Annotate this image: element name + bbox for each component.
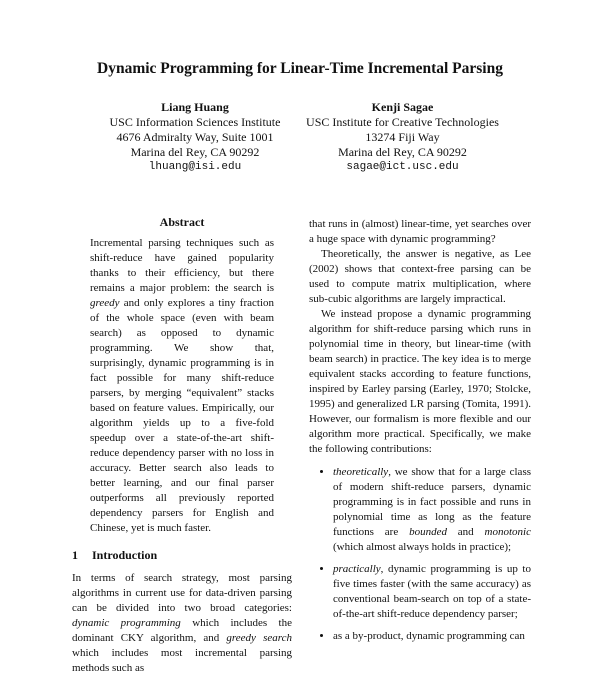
paragraph: We instead propose a dynamic programming algorithm for shift-reduce parsing which runs in polynomial time in theory, but linear-time (with beam search) in practice. The key idea is to merge equivalent stacks according to feature functions, inspired by Earley parsing (Earley, 1970; Stolcke, 1995) and generalized LR parsing (Tomita, 1991). However, our formalism is more flexible and our algorithm more practical. Specifically, we make the following contributions: bbox=[309, 308, 531, 455]
paragraph: that runs in (almost) linear-time, yet searches over a huge space with dynamic programming? bbox=[309, 218, 531, 245]
abstract-text: Incremental parsing techniques such as shift-reduce have gained popularity thanks to their efficiency, but there remains a major problem: the search is greedy and only explores a tiny fraction of the whole space (even with beam search) as opposed to dynamic programming. We show that, surprisingly, dynamic programming is in fact possible for many shift-reduce parsers, by merging “equivalent” stacks based on feature values. Empirically, our algorithm yields up to a five-fold speedup over a state-of-the-art shift-reduce dependency parser with no loss in accuracy. Better search also leads to better learning, and our final parser outperforms all previously reported dependency parsers for English and Chinese, yet is much faster. bbox=[90, 237, 274, 534]
author-address-line: 4676 Admiralty Way, Suite 1001 bbox=[116, 130, 274, 144]
intro-paragraph: In terms of search strategy, most parsing algorithms in current use for data-driven parsing can be divided into two broad categories: dynamic programming which includes the dominant CKY algorithm, and greedy search which includes most incremental parsing methods such as bbox=[72, 572, 292, 674]
author-affiliation: USC Information Sciences Institute bbox=[109, 115, 281, 129]
paper-title: Dynamic Programming for Linear-Time Incremental Parsing bbox=[97, 60, 503, 77]
author-address-line: Marina del Rey, CA 90292 bbox=[338, 145, 467, 159]
list-item: • as a by-product, dynamic programming can bbox=[333, 629, 531, 644]
list-item: • practically, dynamic programming is up to five times faster (with the same accuracy) as conventional beam-search on top of a state-of-the-art shift-reduce dependency parser; bbox=[333, 562, 531, 622]
author-affiliation: USC Institute for Creative Technologies bbox=[306, 115, 499, 129]
paragraph: Theoretically, the answer is negative, as Lee (2002) shows that context-free parsing can be used to compute matrix multiplication, where sub-cubic algorithms are largely impractical. bbox=[309, 248, 531, 305]
list-item: • theoretically, we show that for a large class of modern shift-reduce parsers, dynamic programming is in fact possible and runs in polynomial time as long as the feature functions are bounded and monotonic (which almost always holds in practice); bbox=[333, 465, 531, 555]
author-address-line: Marina del Rey, CA 90292 bbox=[130, 145, 260, 159]
section-heading: 1 Introduction bbox=[72, 548, 158, 562]
left-column bbox=[72, 215, 292, 676]
author-block-1 bbox=[105, 100, 285, 175]
author-name: Liang Huang bbox=[161, 100, 229, 114]
contributions-list bbox=[309, 465, 531, 644]
author-block-2 bbox=[300, 100, 505, 175]
right-column bbox=[309, 217, 531, 651]
author-address-line: 13274 Fiji Way bbox=[365, 130, 440, 144]
abstract-heading: Abstract bbox=[159, 215, 205, 229]
author-email: sagae@ict.usc.edu bbox=[346, 161, 459, 173]
author-email: lhuang@isi.edu bbox=[148, 161, 242, 173]
author-name: Kenji Sagae bbox=[371, 100, 434, 114]
